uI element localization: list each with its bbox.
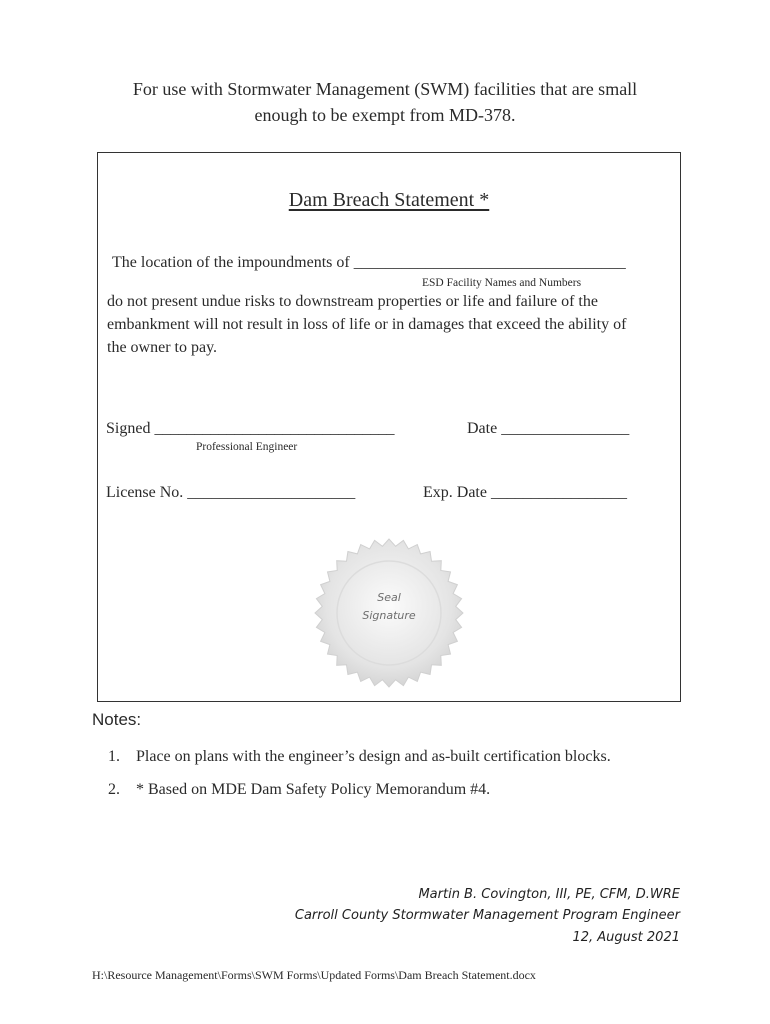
- signature-title: Carroll County Stormwater Management Program Engineer: [294, 908, 680, 923]
- statement-title: Dam Breach Statement *: [288, 189, 490, 211]
- note-text: * Based on MDE Dam Safety Policy Memorandum #4.: [136, 781, 491, 798]
- statement-body-line: embankment will not result in loss of life or in damages that exceed the ability of: [107, 316, 627, 333]
- note-number: 2.: [108, 781, 120, 798]
- statement-box: [97, 152, 681, 702]
- intro-line-2: enough to be exempt from MD-378.: [254, 105, 516, 125]
- statement-body-line: the owner to pay.: [107, 339, 218, 356]
- intro-line-1: For use with Stormwater Management (SWM) facilities that are small: [132, 79, 638, 99]
- intro-text: [0, 76, 770, 128]
- seal-label: Seal: [377, 591, 401, 604]
- note-text: Place on plans with the engineer’s design and as-built certification blocks.: [136, 748, 611, 765]
- signature-label: Signature: [362, 609, 416, 622]
- statement-body: [107, 290, 667, 359]
- signed-caption: Professional Engineer: [196, 441, 298, 453]
- date-field: Date ________________: [467, 420, 630, 437]
- location-line: The location of the impoundments of __________________________________: [112, 254, 626, 271]
- location-caption: ESD Facility Names and Numbers: [422, 277, 582, 289]
- signature-name: Martin B. Covington, III, PE, CFM, D.WRE: [418, 887, 680, 902]
- notes-heading: Notes:: [92, 710, 142, 729]
- file-path: H:\Resource Management\Forms\SWM Forms\Updated Forms\Dam Breach Statement.docx: [92, 968, 536, 982]
- note-number: 1.: [108, 748, 120, 765]
- seal-placeholder: [314, 533, 464, 689]
- license-field: License No. _____________________: [106, 484, 356, 501]
- exp-date-field: Exp. Date _________________: [423, 484, 627, 501]
- signed-field: Signed ______________________________: [106, 420, 395, 437]
- note-item: [108, 781, 490, 799]
- signature-date: 12, August 2021: [572, 930, 680, 945]
- note-item: [108, 748, 611, 766]
- statement-body-line: do not present undue risks to downstream properties or life and failure of the: [107, 293, 598, 310]
